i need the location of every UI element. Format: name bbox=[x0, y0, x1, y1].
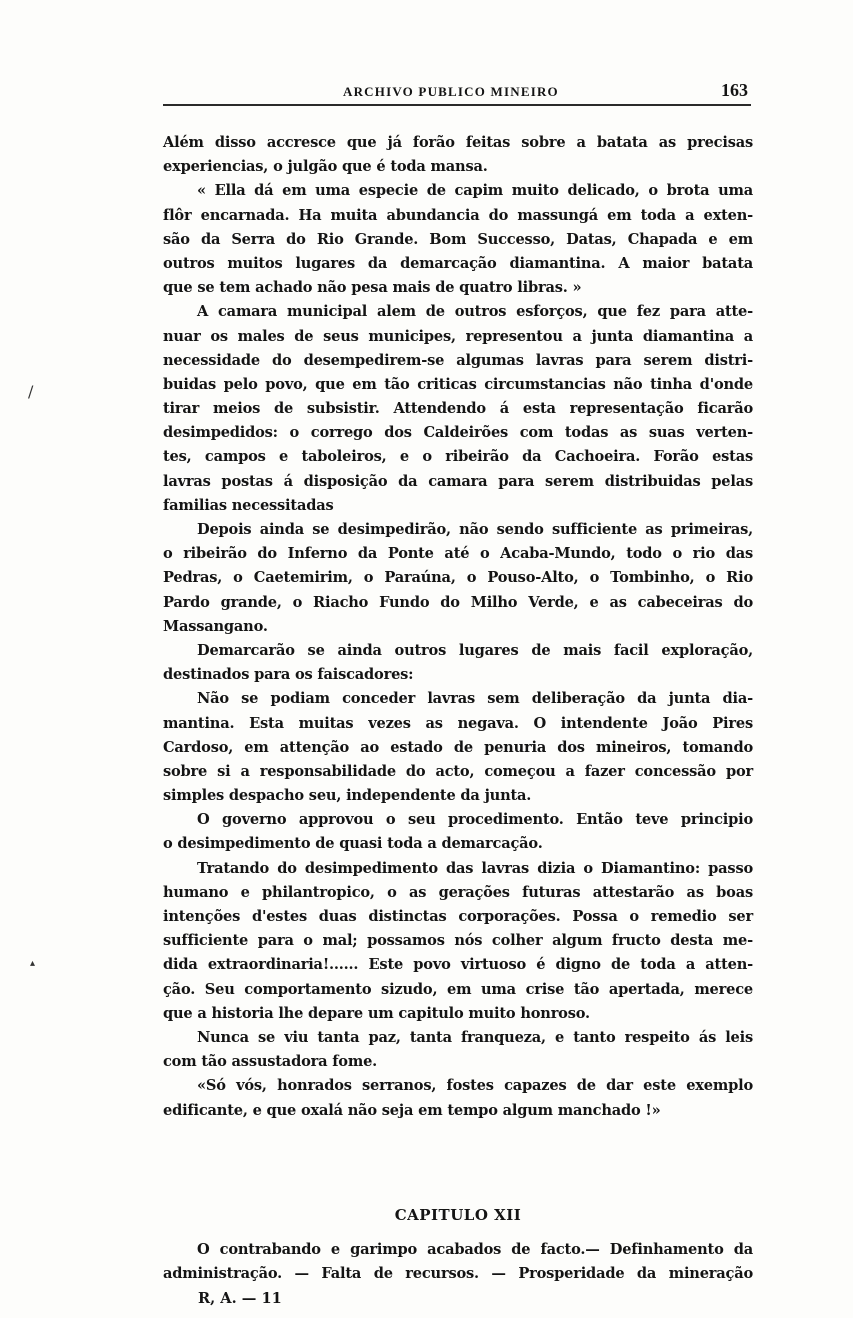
text-line: O governo approvou o seu procedimento. Então teve principio bbox=[197, 811, 753, 829]
text-line: experiencias, o julgão que é toda mansa. bbox=[163, 158, 488, 176]
text-line: Cardoso, em attenção ao estado de penuria dos mineiros, tomando bbox=[163, 738, 753, 756]
text-line: Pedras, o Caetemirim, o Paraúna, o Pouso-Alto, o Tombinho, o Rio bbox=[163, 569, 753, 587]
text-line: A camara municipal alem de outros esforços, que fez para atte- bbox=[197, 303, 753, 321]
text-line: são da Serra do Rio Grande. Bom Successo, Datas, Chapada e em bbox=[163, 230, 753, 248]
text-line: buidas pelo povo, que em tão criticas circumstancias não tinha d'onde bbox=[163, 375, 753, 393]
text-line: Tratando do desimpedimento das lavras dizia o Diamantino: passo bbox=[197, 859, 753, 877]
text-line: o desimpedimento de quasi toda a demarcação. bbox=[163, 835, 543, 853]
signature-mark: R, A. — 11 bbox=[198, 1290, 282, 1307]
summary-line: O contrabando e garimpo acabados de facto.— Definhamento da bbox=[197, 1241, 753, 1258]
text-line: tes, campos e taboleiros, e o ribeirão da Cachoeira. Forão estas bbox=[163, 448, 753, 466]
margin-mark-upper: / bbox=[28, 382, 34, 401]
text-line: Nunca se viu tanta paz, tanta franqueza, e tanto respeito ás leis bbox=[197, 1028, 753, 1046]
margin-mark-lower: ▴ bbox=[30, 958, 36, 969]
page-number: 163 bbox=[721, 80, 748, 100]
text-line: que a historia lhe depare um capitulo muito honroso. bbox=[163, 1004, 590, 1022]
text-line: humano e philantropico, o as gerações futuras attestarão as boas bbox=[163, 883, 753, 901]
chapter-summary bbox=[163, 1238, 753, 1286]
text-line: desimpedidos: o corrego dos Caldeirões com todas as suas verten- bbox=[163, 424, 753, 442]
text-line: tirar meios de subsistir. Attendendo á esta representação ficarão bbox=[163, 400, 753, 418]
text-line: Pardo grande, o Riacho Fundo do Milho Verde, e as cabeceiras do bbox=[163, 593, 753, 611]
chapter-heading: CAPITULO XII bbox=[394, 1206, 522, 1224]
text-line: Além disso accresce que já forão feitas sobre a batata as precisas bbox=[163, 134, 753, 151]
text-line: edificante, e que oxalá não seja em tempo algum manchado !» bbox=[163, 1101, 661, 1119]
text-line: Massangano. bbox=[163, 617, 268, 635]
text-line: flôr encarnada. Ha muita abundancia do massungá em toda a exten- bbox=[163, 206, 753, 224]
text-line: outros muitos lugares da demarcação diamantina. A maior batata bbox=[163, 254, 753, 272]
text-line: necessidade do desempedirem-se algumas lavras para serem distri- bbox=[163, 351, 753, 369]
summary-line: administração. — Falta de recursos. — Prosperidade da mineração bbox=[163, 1265, 753, 1283]
text-line: ção. Seu comportamento sizudo, em uma crise tão apertada, merece bbox=[163, 980, 753, 998]
text-line: mantina. Esta muitas vezes as negava. O intendente João Pires bbox=[163, 714, 753, 732]
text-line: « Ella dá em uma especie de capim muito delicado, o brota uma bbox=[197, 182, 753, 200]
page-header bbox=[163, 78, 748, 106]
text-line: Demarcarão se ainda outros lugares de mais facil exploração, bbox=[197, 641, 753, 659]
text-line: simples despacho seu, independente da junta. bbox=[163, 787, 532, 805]
text-line: o ribeirão do Inferno da Ponte até o Acaba-Mundo, todo o rio das bbox=[163, 545, 753, 563]
text-line: familias necessitadas bbox=[163, 496, 334, 514]
running-title: ARCHIVO PUBLICO MINEIRO bbox=[343, 84, 559, 99]
header-rule bbox=[163, 104, 751, 106]
text-line: intenções d'estes duas distinctas corporações. Possa o remedio ser bbox=[163, 908, 753, 925]
text-line: Não se podiam conceder lavras sem deliberação da junta dia- bbox=[197, 690, 753, 708]
text-line: Depois ainda se desimpedirão, não sendo sufficiente as primeiras, bbox=[197, 521, 753, 538]
text-line: com tão assustadora fome. bbox=[163, 1053, 378, 1071]
body-text bbox=[163, 131, 753, 1123]
text-line: sufficiente para o mal; possamos nós colher algum fructo desta me- bbox=[163, 932, 753, 950]
text-line: dida extraordinaria!...... Este povo virtuoso é digno de toda a atten- bbox=[163, 956, 753, 974]
text-line: nuar os males de seus municipes, representou a junta diamantina a bbox=[163, 327, 753, 345]
text-line: que se tem achado não pesa mais de quatro libras. » bbox=[163, 279, 582, 297]
text-line: destinados para os faiscadores: bbox=[163, 666, 414, 684]
text-line: sobre si a responsabilidade do acto, começou a fazer concessão por bbox=[163, 762, 753, 780]
text-line: lavras postas á disposição da camara para serem distribuidas pelas bbox=[163, 472, 753, 490]
text-line: «Só vós, honrados serranos, fostes capazes de dar este exemplo bbox=[197, 1077, 753, 1095]
